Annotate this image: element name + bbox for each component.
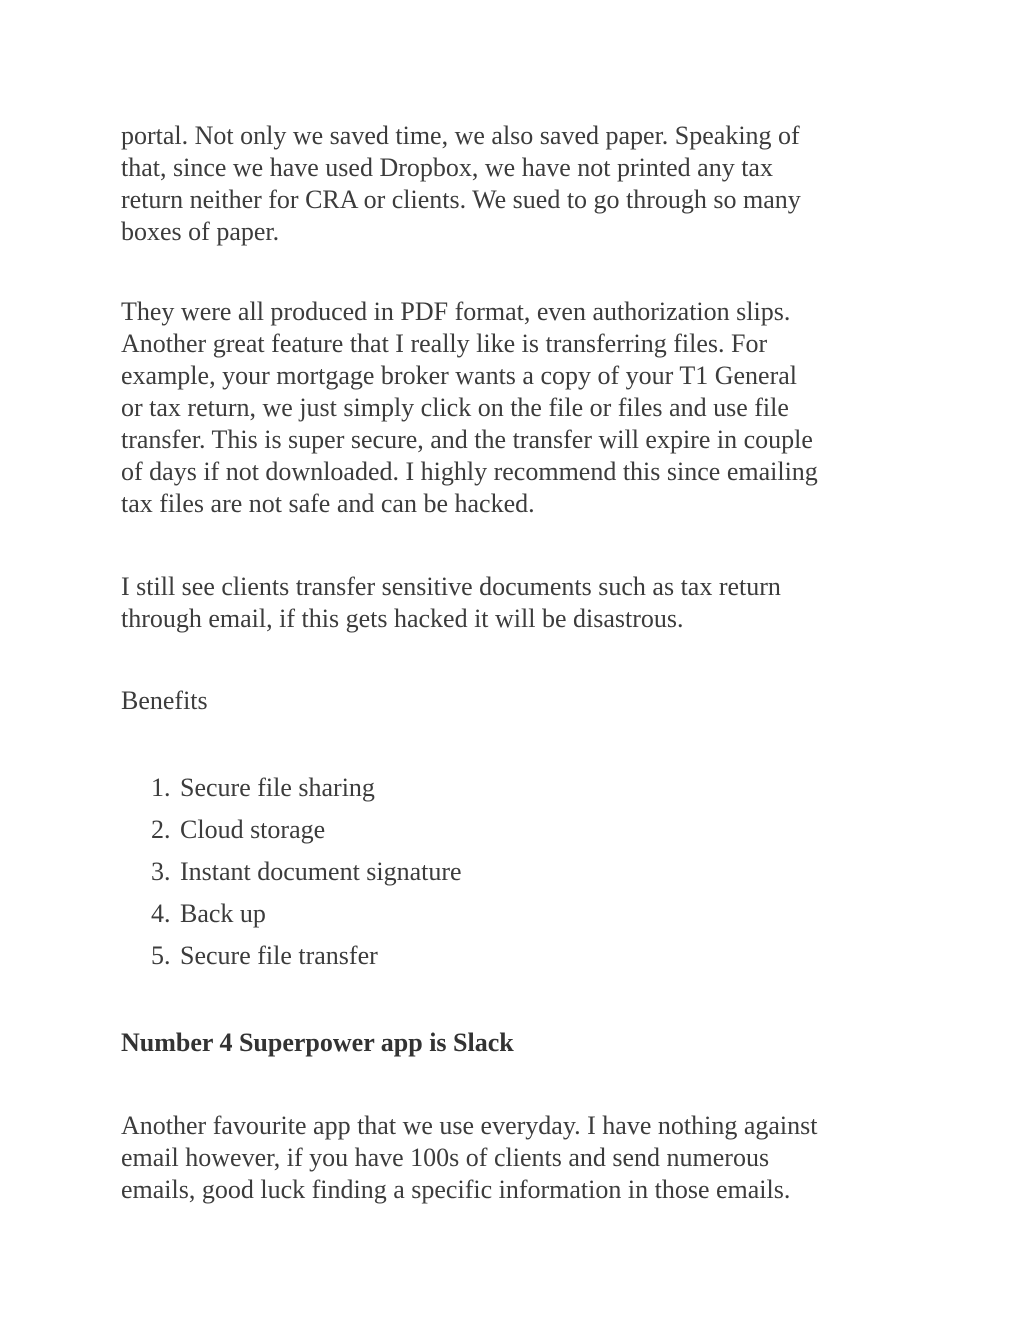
benefits-heading: Benefits [121, 686, 208, 715]
document-page [121, 120, 911, 1206]
list-item [151, 851, 911, 893]
list-item [151, 893, 911, 935]
section-heading: Number 4 Superpower app is Slack [121, 1028, 514, 1057]
list-item-text: Back up [180, 899, 266, 928]
list-item-number: 3. [151, 857, 171, 886]
paragraph-slack-intro: Another favourite app that we use everyday. I have nothing against email however, if you have 100s of clients and send numerous emails, good luck finding a specific information in those emails. [121, 1111, 818, 1204]
list-item [151, 809, 911, 851]
list-item-number: 1. [151, 773, 171, 802]
paragraph-email-risk: I still see clients transfer sensitive documents such as tax return through email, if this gets hacked it will be disastrous. [121, 572, 781, 633]
list-item-text: Instant document signature [180, 857, 462, 886]
paragraph-dropbox-paper-savings: portal. Not only we saved time, we also saved paper. Speaking of that, since we have used Dropbox, we have not printed any tax return neither for CRA or clients. We sued to go through so many boxes of paper. [121, 121, 801, 246]
list-item-number: 5. [151, 941, 171, 970]
list-item [151, 767, 911, 809]
list-item-text: Secure file sharing [180, 773, 375, 802]
paragraph-file-transfer: They were all produced in PDF format, even authorization slips. Another great feature that I really like is transferring files. For example, your mortgage broker wants a copy of your T1 General or tax return, we just simply click on the file or files and use file transfer. This is super secure, and the transfer will expire in couple of days if not downloaded. I highly recommend this since emailing tax files are not safe and can be hacked. [121, 297, 818, 518]
list-item-text: Cloud storage [180, 815, 326, 844]
list-item-number: 4. [151, 899, 171, 928]
list-item [151, 935, 911, 977]
benefits-list [121, 767, 911, 977]
list-item-text: Secure file transfer [180, 941, 378, 970]
list-item-number: 2. [151, 815, 171, 844]
